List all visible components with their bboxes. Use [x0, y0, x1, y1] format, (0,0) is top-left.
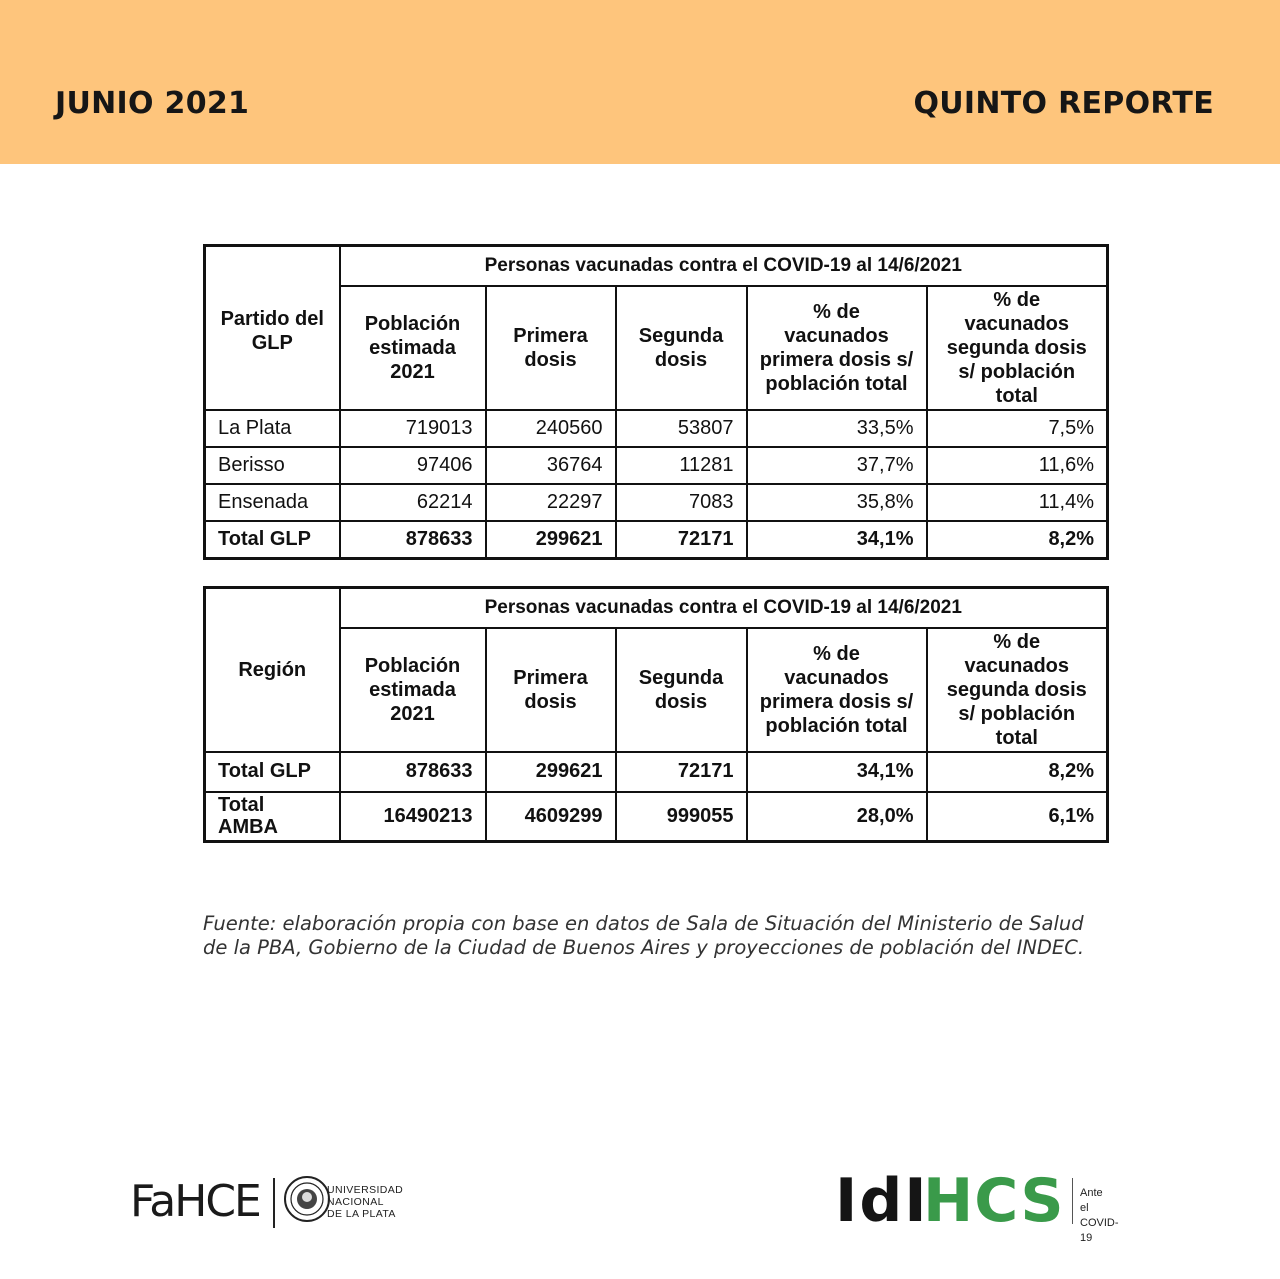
cell-primera: 240560	[486, 410, 616, 447]
row-label: Total AMBA	[205, 792, 340, 842]
cell-segunda: 53807	[616, 410, 747, 447]
logo-divider	[1072, 1178, 1073, 1224]
row-label: Berisso	[205, 447, 340, 484]
cell-poblacion: 878633	[340, 752, 486, 792]
unlp-seal-icon	[283, 1175, 331, 1223]
cell-segunda: 999055	[616, 792, 747, 842]
col-header-pct-primera: % de vacunados primera dosis s/ población total	[747, 628, 927, 752]
vaccination-table-glp	[203, 244, 1109, 560]
cell-segunda: 72171	[616, 521, 747, 559]
cell-poblacion: 719013	[340, 410, 486, 447]
cell-pct-segunda: 6,1%	[927, 792, 1108, 842]
cell-pct-primera: 34,1%	[747, 752, 927, 792]
ante-line: el COVID-19	[1080, 1202, 1119, 1244]
table-row	[205, 792, 1108, 842]
cell-pct-segunda: 11,6%	[927, 447, 1108, 484]
cell-pct-primera: 35,8%	[747, 484, 927, 521]
cell-pct-primera: 34,1%	[747, 521, 927, 559]
col-header-pct-primera: % de vacunados primera dosis s/ población total	[747, 286, 927, 410]
cell-segunda: 72171	[616, 752, 747, 792]
logo-divider	[273, 1178, 275, 1228]
col-header-pct-segunda: % de vacunados segunda dosis s/ población total	[927, 286, 1108, 410]
unlp-text	[327, 1184, 403, 1220]
cell-segunda: 11281	[616, 447, 747, 484]
table-row-total	[205, 521, 1108, 559]
unlp-line: DE LA PLATA	[327, 1208, 396, 1220]
ante-covid-text	[1080, 1186, 1119, 1246]
report-date: JUNIO 2021	[55, 86, 250, 121]
row-label: Total GLP	[205, 752, 340, 792]
row-label: La Plata	[205, 410, 340, 447]
cell-pct-segunda: 8,2%	[927, 521, 1108, 559]
report-number: QUINTO REPORTE	[913, 86, 1214, 121]
ante-line: Ante	[1080, 1187, 1103, 1199]
cell-segunda: 7083	[616, 484, 747, 521]
col-header-pct-segunda: % de vacunados segunda dosis s/ población total	[927, 628, 1108, 752]
cell-primera: 36764	[486, 447, 616, 484]
cell-poblacion: 16490213	[340, 792, 486, 842]
row-header-region: Región	[205, 588, 340, 752]
cell-pct-primera: 33,5%	[747, 410, 927, 447]
cell-primera: 299621	[486, 752, 616, 792]
cell-poblacion: 878633	[340, 521, 486, 559]
col-header-primera: Primera dosis	[486, 286, 616, 410]
col-header-segunda: Segunda dosis	[616, 286, 747, 410]
idi-logo-text: IdI	[835, 1166, 929, 1236]
cell-pct-primera: 28,0%	[747, 792, 927, 842]
header-banner	[0, 0, 1280, 164]
row-header-partido: Partido del GLP	[205, 246, 340, 410]
col-header-poblacion: Población estimada 2021	[340, 628, 486, 752]
cell-pct-segunda: 7,5%	[927, 410, 1108, 447]
col-header-primera: Primera dosis	[486, 628, 616, 752]
table-title: Personas vacunadas contra el COVID-19 al 14/6/2021	[340, 246, 1108, 286]
table-title: Personas vacunadas contra el COVID-19 al 14/6/2021	[340, 588, 1108, 628]
table-row	[205, 410, 1108, 447]
cell-primera: 22297	[486, 484, 616, 521]
cell-primera: 299621	[486, 521, 616, 559]
col-header-poblacion: Población estimada 2021	[340, 286, 486, 410]
hcs-logo-text: HCS	[923, 1166, 1065, 1236]
col-header-segunda: Segunda dosis	[616, 628, 747, 752]
cell-poblacion: 97406	[340, 447, 486, 484]
unlp-line: UNIVERSIDAD	[327, 1184, 404, 1196]
cell-pct-primera: 37,7%	[747, 447, 927, 484]
fahce-logo: FaHCE	[130, 1176, 260, 1227]
cell-pct-segunda: 8,2%	[927, 752, 1108, 792]
table-row	[205, 752, 1108, 792]
row-label: Ensenada	[205, 484, 340, 521]
vaccination-table-region	[203, 586, 1109, 843]
source-note: Fuente: elaboración propia con base en datos de Sala de Situación del Ministerio de Salud de la PBA, Gobierno de la Ciudad de Buenos Aires y proyecciones de población del INDEC.	[203, 912, 1085, 959]
table-row	[205, 447, 1108, 484]
cell-pct-segunda: 11,4%	[927, 484, 1108, 521]
table-row	[205, 484, 1108, 521]
cell-primera: 4609299	[486, 792, 616, 842]
unlp-line: NACIONAL	[327, 1196, 384, 1208]
cell-poblacion: 62214	[340, 484, 486, 521]
row-label: Total GLP	[205, 521, 340, 559]
